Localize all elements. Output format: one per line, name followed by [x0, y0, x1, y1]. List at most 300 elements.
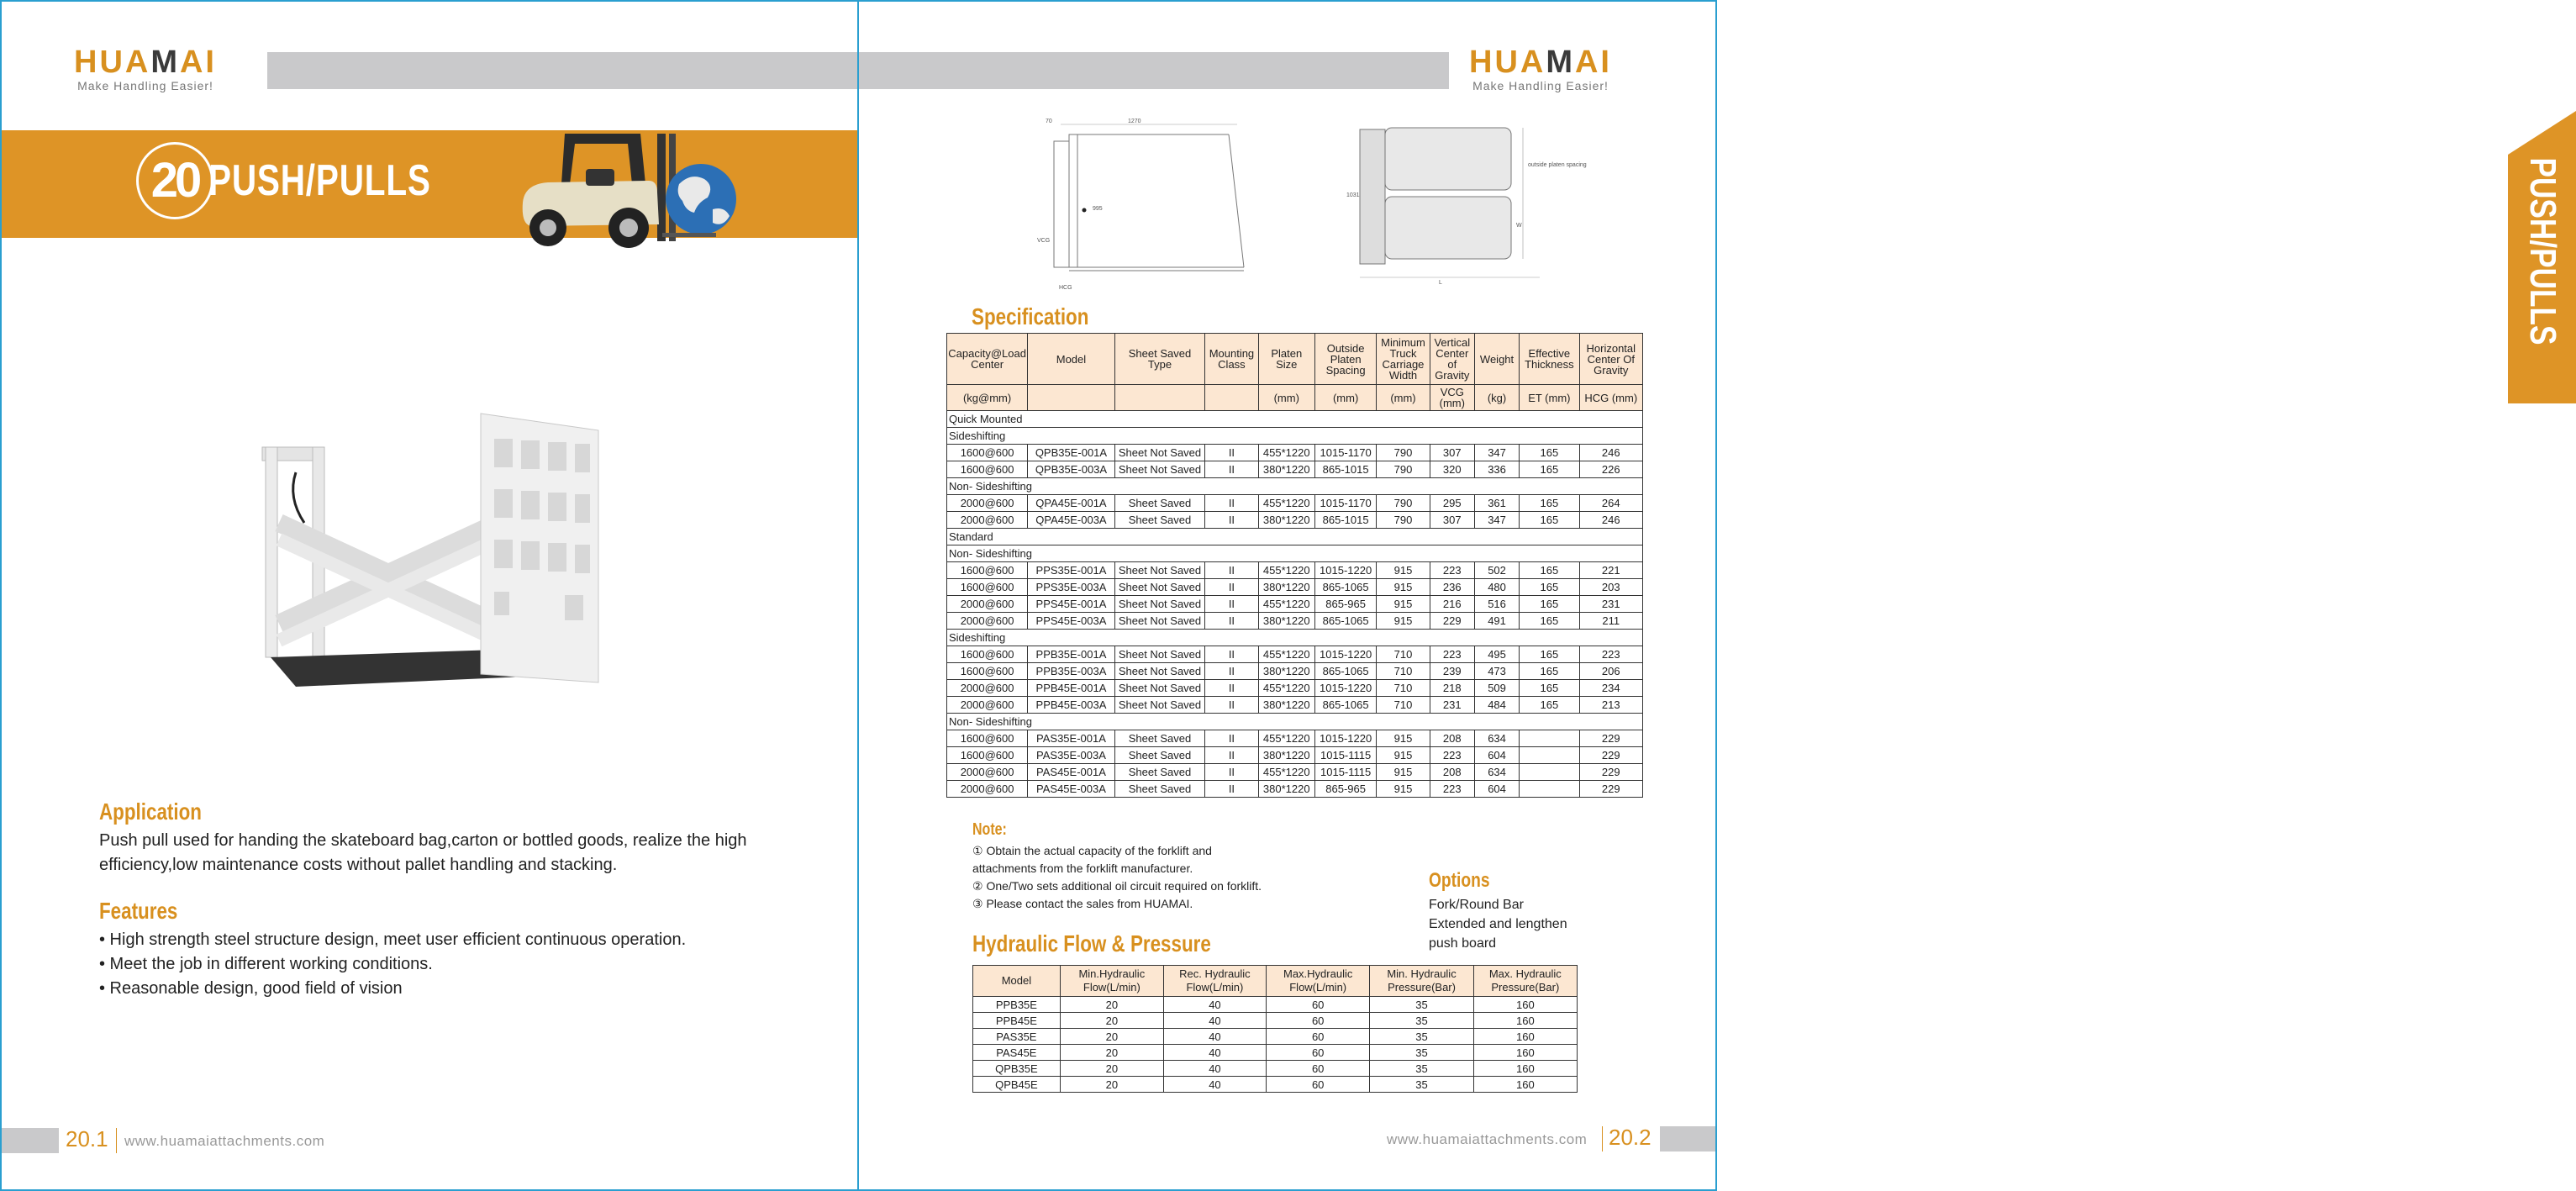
spec-cell — [1520, 764, 1579, 781]
hyd-cell: 160 — [1473, 1045, 1577, 1061]
dim-label: 70 — [1046, 119, 1052, 124]
spec-group-label: Non- Sideshifting — [947, 545, 1643, 562]
application-heading: Application — [99, 798, 202, 825]
spec-cell: 1600@600 — [947, 445, 1028, 461]
spec-cell: 206 — [1579, 663, 1642, 680]
hyd-cell: 40 — [1163, 1029, 1266, 1045]
hyd-cell: 160 — [1473, 1061, 1577, 1077]
brand-logo — [74, 45, 217, 92]
spec-group-row — [947, 411, 1643, 428]
specification-table — [946, 333, 1643, 798]
spec-cell: II — [1205, 747, 1258, 764]
table-row — [947, 747, 1643, 764]
spec-group-label: Quick Mounted — [947, 411, 1643, 428]
table-row — [947, 596, 1643, 613]
spec-cell: 455*1220 — [1258, 730, 1314, 747]
spec-cell: 165 — [1520, 613, 1579, 630]
hyd-header-cell: Max. Hydraulic Pressure(Bar) — [1473, 966, 1577, 997]
spec-cell: PPS35E-001A — [1028, 562, 1115, 579]
table-row — [947, 646, 1643, 663]
spec-cell: 1015-1220 — [1314, 680, 1376, 697]
side-view-drawing — [1027, 116, 1254, 292]
specification-heading: Specification — [972, 303, 1089, 329]
options-list — [1429, 895, 1567, 953]
table-row — [947, 579, 1643, 596]
spec-cell: 2000@600 — [947, 613, 1028, 630]
spec-cell: PPB35E-003A — [1028, 663, 1115, 680]
spec-cell: 320 — [1430, 461, 1474, 478]
spec-header-cell: Outside Platen Spacing — [1314, 334, 1376, 385]
spec-cell: 246 — [1579, 512, 1642, 529]
spec-cell: Sheet Not Saved — [1114, 579, 1205, 596]
hyd-cell: 160 — [1473, 997, 1577, 1013]
spec-cell: 165 — [1520, 680, 1579, 697]
spec-cell: 165 — [1520, 445, 1579, 461]
spec-cell: 380*1220 — [1258, 461, 1314, 478]
spec-header-cell: Sheet Saved Type — [1114, 334, 1205, 385]
spec-cell: 307 — [1430, 512, 1474, 529]
spec-cell: 213 — [1579, 697, 1642, 714]
spec-cell: 915 — [1377, 747, 1430, 764]
spec-unit-cell — [1114, 385, 1205, 411]
table-row — [947, 730, 1643, 747]
spec-cell: II — [1205, 663, 1258, 680]
spec-cell: 1600@600 — [947, 579, 1028, 596]
spec-cell: 604 — [1474, 747, 1519, 764]
hyd-cell: 60 — [1266, 1029, 1369, 1045]
spec-cell: PPS45E-003A — [1028, 613, 1115, 630]
spec-cell: 604 — [1474, 781, 1519, 798]
hyd-cell: 20 — [1060, 997, 1163, 1013]
spec-cell: 239 — [1430, 663, 1474, 680]
hyd-cell: 40 — [1163, 1077, 1266, 1093]
spec-group-row — [947, 428, 1643, 445]
dim-label: W — [1516, 223, 1522, 229]
spec-cell: II — [1205, 646, 1258, 663]
spec-cell: QPA45E-003A — [1028, 512, 1115, 529]
features-list — [99, 928, 686, 1001]
feature-item: • Meet the job in different working conditions. — [99, 955, 433, 973]
spec-cell: 347 — [1474, 512, 1519, 529]
option-item: Fork/Round Bar — [1429, 898, 1524, 912]
brand-name-part: HUA — [74, 45, 151, 80]
spec-cell: 865-965 — [1314, 781, 1376, 798]
spec-cell: 455*1220 — [1258, 596, 1314, 613]
spec-group-label: Non- Sideshifting — [947, 714, 1643, 730]
table-row — [973, 1077, 1578, 1093]
spec-cell: 2000@600 — [947, 680, 1028, 697]
spec-cell: PPS45E-001A — [1028, 596, 1115, 613]
hyd-cell: QPB35E — [973, 1061, 1061, 1077]
spec-cell: 2000@600 — [947, 495, 1028, 512]
hyd-cell: 160 — [1473, 1013, 1577, 1029]
spec-cell: 380*1220 — [1258, 579, 1314, 596]
spec-cell: 203 — [1579, 579, 1642, 596]
hyd-cell: 20 — [1060, 1045, 1163, 1061]
dim-label: 995 — [1093, 206, 1103, 212]
spec-cell: PAS45E-001A — [1028, 764, 1115, 781]
spec-unit-cell: (mm) — [1314, 385, 1376, 411]
spec-group-row — [947, 478, 1643, 495]
brand-logo — [1469, 45, 1612, 92]
spec-cell: 165 — [1520, 512, 1579, 529]
spec-group-label: Sideshifting — [947, 428, 1643, 445]
hyd-cell: QPB45E — [973, 1077, 1061, 1093]
spec-cell: PPB45E-003A — [1028, 697, 1115, 714]
note-text — [972, 842, 1262, 913]
spec-cell: 380*1220 — [1258, 697, 1314, 714]
hyd-cell: 35 — [1370, 1013, 1473, 1029]
spec-cell: 380*1220 — [1258, 747, 1314, 764]
section-number: 20 — [136, 142, 213, 219]
table-row — [947, 512, 1643, 529]
spec-cell: II — [1205, 764, 1258, 781]
spec-cell: 502 — [1474, 562, 1519, 579]
spec-cell: 634 — [1474, 764, 1519, 781]
spec-cell: 295 — [1430, 495, 1474, 512]
dim-label: HCG — [1059, 285, 1072, 291]
brand-tagline: Make Handling Easier! — [1472, 79, 1609, 92]
spec-cell: 790 — [1377, 461, 1430, 478]
spec-cell: 915 — [1377, 764, 1430, 781]
left-page — [0, 0, 857, 1191]
hyd-cell: 20 — [1060, 1077, 1163, 1093]
table-row — [947, 663, 1643, 680]
spec-cell: 1600@600 — [947, 730, 1028, 747]
spec-cell: 516 — [1474, 596, 1519, 613]
spec-cell: II — [1205, 596, 1258, 613]
spec-cell: 509 — [1474, 680, 1519, 697]
hyd-cell: 20 — [1060, 1029, 1163, 1045]
spec-body — [947, 411, 1643, 798]
dim-label: L — [1439, 280, 1442, 286]
spec-cell: 915 — [1377, 596, 1430, 613]
spec-cell: 473 — [1474, 663, 1519, 680]
spec-cell: Sheet Not Saved — [1114, 461, 1205, 478]
spec-cell: 165 — [1520, 697, 1579, 714]
hyd-cell: 40 — [1163, 1045, 1266, 1061]
spec-cell: 865-1065 — [1314, 613, 1376, 630]
spec-cell: 221 — [1579, 562, 1642, 579]
spec-cell: 455*1220 — [1258, 445, 1314, 461]
top-view-drawing — [1338, 116, 1587, 292]
side-tab-label: PUSH/PULLS — [2522, 157, 2563, 345]
spec-cell: Sheet Not Saved — [1114, 680, 1205, 697]
spec-header-cell: Model — [1028, 334, 1115, 385]
spec-cell: 634 — [1474, 730, 1519, 747]
spec-group-row — [947, 630, 1643, 646]
hyd-header-cell: Min. Hydraulic Pressure(Bar) — [1370, 966, 1473, 997]
spec-group-row — [947, 714, 1643, 730]
hydraulic-table — [972, 965, 1578, 1093]
brand-tagline: Make Handling Easier! — [77, 79, 213, 92]
spec-cell: II — [1205, 512, 1258, 529]
dim-label: 1031 — [1346, 192, 1360, 198]
header-bar — [267, 52, 857, 89]
spec-cell: Sheet Saved — [1114, 764, 1205, 781]
spec-cell: 1015-1220 — [1314, 562, 1376, 579]
spec-unit-cell: (kg@mm) — [947, 385, 1028, 411]
spec-cell: 915 — [1377, 613, 1430, 630]
spec-cell — [1520, 781, 1579, 798]
spec-group-label: Standard — [947, 529, 1643, 545]
spec-unit-cell — [1028, 385, 1115, 411]
spec-cell: 1015-1220 — [1314, 646, 1376, 663]
section-title: PUSH/PULLS — [208, 156, 431, 205]
footer-url[interactable]: www.huamaiattachments.com — [124, 1133, 325, 1149]
spec-cell: 211 — [1579, 613, 1642, 630]
spec-cell: 231 — [1579, 596, 1642, 613]
spec-header-cell: Capacity@Load Center — [947, 334, 1028, 385]
spec-cell: 484 — [1474, 697, 1519, 714]
spec-cell: 455*1220 — [1258, 646, 1314, 663]
spec-cell: QPA45E-001A — [1028, 495, 1115, 512]
hyd-cell: 160 — [1473, 1077, 1577, 1093]
spec-cell: 1015-1170 — [1314, 495, 1376, 512]
spec-cell: 165 — [1520, 663, 1579, 680]
spec-cell: Sheet Not Saved — [1114, 663, 1205, 680]
table-row — [947, 495, 1643, 512]
spec-cell: 2000@600 — [947, 512, 1028, 529]
spec-cell: Sheet Not Saved — [1114, 562, 1205, 579]
spec-unit-cell: (mm) — [1377, 385, 1430, 411]
hyd-cell: 160 — [1473, 1029, 1577, 1045]
spec-cell: 2000@600 — [947, 781, 1028, 798]
hyd-cell: 40 — [1163, 997, 1266, 1013]
options-heading: Options — [1429, 869, 1490, 892]
spec-cell: 491 — [1474, 613, 1519, 630]
spec-cell: 710 — [1377, 680, 1430, 697]
header-bar — [859, 52, 1449, 89]
spec-cell: 455*1220 — [1258, 562, 1314, 579]
spec-cell: 229 — [1430, 613, 1474, 630]
spec-cell: Sheet Saved — [1114, 747, 1205, 764]
spec-cell: Sheet Saved — [1114, 495, 1205, 512]
spec-unit-cell: VCG (mm) — [1430, 385, 1474, 411]
brand-name-part: M — [150, 45, 180, 80]
table-row — [973, 1045, 1578, 1061]
dim-label: 1270 — [1128, 119, 1141, 124]
table-row — [973, 1013, 1578, 1029]
hyd-cell: 35 — [1370, 1061, 1473, 1077]
spec-cell: 165 — [1520, 461, 1579, 478]
spec-cell: 480 — [1474, 579, 1519, 596]
spec-cell: 915 — [1377, 562, 1430, 579]
spec-cell: II — [1205, 613, 1258, 630]
spec-header-cell: Platen Size — [1258, 334, 1314, 385]
note-line: attachments from the forklift manufacturer. — [972, 862, 1193, 875]
spec-cell: PPS35E-003A — [1028, 579, 1115, 596]
spec-cell: 361 — [1474, 495, 1519, 512]
note-line: ② One/Two sets additional oil circuit required on forklift. — [972, 879, 1262, 893]
spec-cell: 865-1015 — [1314, 461, 1376, 478]
hyd-cell: 35 — [1370, 997, 1473, 1013]
spec-cell: II — [1205, 730, 1258, 747]
table-row — [973, 1029, 1578, 1045]
hyd-cell: PPB45E — [973, 1013, 1061, 1029]
page-number: 20.1 — [66, 1126, 108, 1151]
spec-cell: 915 — [1377, 730, 1430, 747]
spec-cell: Sheet Saved — [1114, 781, 1205, 798]
spec-cell: 223 — [1430, 781, 1474, 798]
note-heading: Note: — [972, 820, 1007, 839]
section-banner — [2, 130, 857, 238]
note-line: ③ Please contact the sales from HUAMAI. — [972, 897, 1193, 910]
spec-cell: 165 — [1520, 646, 1579, 663]
spec-cell: 455*1220 — [1258, 680, 1314, 697]
hyd-cell: PAS35E — [973, 1029, 1061, 1045]
spec-cell: 380*1220 — [1258, 781, 1314, 798]
hyd-cell: 35 — [1370, 1045, 1473, 1061]
hyd-header-row — [973, 966, 1578, 997]
brand-name-part: AI — [1574, 45, 1612, 80]
hyd-cell: PAS45E — [973, 1045, 1061, 1061]
spec-unit-cell: (mm) — [1258, 385, 1314, 411]
spec-unit-cell: ET (mm) — [1520, 385, 1579, 411]
brand-name-part: M — [1546, 45, 1575, 80]
spec-cell: 1015-1115 — [1314, 764, 1376, 781]
spec-cell: 1600@600 — [947, 646, 1028, 663]
spec-cell: 223 — [1430, 747, 1474, 764]
spec-cell: PPB35E-001A — [1028, 646, 1115, 663]
spec-cell: 455*1220 — [1258, 495, 1314, 512]
spec-header-row — [947, 334, 1643, 385]
spec-cell: 231 — [1430, 697, 1474, 714]
spec-units-row — [947, 385, 1643, 411]
brand-name-part: HUA — [1469, 45, 1546, 80]
spec-cell: 455*1220 — [1258, 764, 1314, 781]
spec-cell: Sheet Saved — [1114, 512, 1205, 529]
spec-cell: 223 — [1430, 562, 1474, 579]
spec-cell: 223 — [1430, 646, 1474, 663]
spec-header-cell: Horizontal Center Of Gravity — [1579, 334, 1642, 385]
spec-cell: 710 — [1377, 646, 1430, 663]
hyd-header-cell: Model — [973, 966, 1061, 997]
spec-cell: 790 — [1377, 495, 1430, 512]
spec-header-cell: Weight — [1474, 334, 1519, 385]
spec-group-row — [947, 545, 1643, 562]
spec-cell: 165 — [1520, 579, 1579, 596]
spec-cell: II — [1205, 445, 1258, 461]
spec-cell: 915 — [1377, 781, 1430, 798]
forklift-globe-illustration — [514, 125, 741, 251]
spec-cell: 865-1015 — [1314, 512, 1376, 529]
spec-cell: 380*1220 — [1258, 613, 1314, 630]
spec-unit-cell: HCG (mm) — [1579, 385, 1642, 411]
spec-cell: 1600@600 — [947, 562, 1028, 579]
spec-cell: 865-1065 — [1314, 579, 1376, 596]
table-row — [947, 445, 1643, 461]
table-row — [947, 680, 1643, 697]
footer-url[interactable]: www.huamaiattachments.com — [1387, 1131, 1588, 1147]
spec-cell: 208 — [1430, 730, 1474, 747]
spec-cell: 229 — [1579, 747, 1642, 764]
hyd-body — [973, 997, 1578, 1093]
hyd-cell: 60 — [1266, 997, 1369, 1013]
spec-cell: Sheet Saved — [1114, 730, 1205, 747]
hyd-cell: PPB35E — [973, 997, 1061, 1013]
spec-cell: 229 — [1579, 730, 1642, 747]
page-number: 20.2 — [1609, 1125, 1651, 1150]
spec-cell: 307 — [1430, 445, 1474, 461]
spec-cell: II — [1205, 680, 1258, 697]
spec-group-label: Non- Sideshifting — [947, 478, 1643, 495]
spec-cell: Sheet Not Saved — [1114, 697, 1205, 714]
spec-cell: PAS45E-003A — [1028, 781, 1115, 798]
spec-header-cell: Minimum Truck Carriage Width — [1377, 334, 1430, 385]
spec-cell: 218 — [1430, 680, 1474, 697]
spec-group-row — [947, 529, 1643, 545]
spec-unit-cell: (kg) — [1474, 385, 1519, 411]
table-row — [947, 697, 1643, 714]
feature-item: • Reasonable design, good field of vision — [99, 979, 403, 998]
spec-cell: 229 — [1579, 764, 1642, 781]
spec-cell: 208 — [1430, 764, 1474, 781]
hyd-header-cell: Min.Hydraulic Flow(L/min) — [1060, 966, 1163, 997]
hyd-cell: 60 — [1266, 1077, 1369, 1093]
spec-cell: 2000@600 — [947, 697, 1028, 714]
spec-cell: 1015-1220 — [1314, 730, 1376, 747]
spec-cell: 347 — [1474, 445, 1519, 461]
spec-cell: 229 — [1579, 781, 1642, 798]
application-text: Push pull used for handing the skateboard bag,carton or bottled goods, realize the high efficiency,low maintenance costs without pallet handling and stacking. — [99, 831, 747, 874]
table-row — [947, 461, 1643, 478]
features-heading: Features — [99, 898, 178, 924]
spec-cell: QPB35E-001A — [1028, 445, 1115, 461]
spec-cell: 226 — [1579, 461, 1642, 478]
spec-header-cell: Mounting Class — [1205, 334, 1258, 385]
table-row — [973, 1061, 1578, 1077]
spec-header-cell: Effective Thickness — [1520, 334, 1579, 385]
spec-cell: II — [1205, 461, 1258, 478]
spec-unit-cell — [1205, 385, 1258, 411]
spec-cell: 710 — [1377, 663, 1430, 680]
spec-cell: 710 — [1377, 697, 1430, 714]
spec-cell: 236 — [1430, 579, 1474, 596]
spec-cell: 223 — [1579, 646, 1642, 663]
spec-header-cell: Vertical Center of Gravity — [1430, 334, 1474, 385]
dim-label: VCG — [1037, 238, 1051, 244]
spec-cell: Sheet Not Saved — [1114, 445, 1205, 461]
spec-cell: Sheet Not Saved — [1114, 646, 1205, 663]
spec-cell: Sheet Not Saved — [1114, 613, 1205, 630]
spec-cell: PPB45E-001A — [1028, 680, 1115, 697]
spec-cell: II — [1205, 697, 1258, 714]
spec-cell: 1015-1115 — [1314, 747, 1376, 764]
spec-cell — [1520, 747, 1579, 764]
spec-cell: 380*1220 — [1258, 663, 1314, 680]
hyd-cell: 60 — [1266, 1013, 1369, 1029]
spec-cell: 165 — [1520, 495, 1579, 512]
spec-group-label: Sideshifting — [947, 630, 1643, 646]
spec-cell: II — [1205, 495, 1258, 512]
footer-block — [2, 1128, 59, 1153]
feature-item: • High strength steel structure design, meet user efficient continuous operation. — [99, 930, 687, 949]
table-row — [973, 997, 1578, 1013]
spec-cell: 1600@600 — [947, 461, 1028, 478]
hyd-cell: 35 — [1370, 1077, 1473, 1093]
spec-cell: 865-965 — [1314, 596, 1376, 613]
spec-cell: 1600@600 — [947, 747, 1028, 764]
spec-cell: 865-1065 — [1314, 663, 1376, 680]
spec-cell: 790 — [1377, 445, 1430, 461]
hyd-cell: 60 — [1266, 1045, 1369, 1061]
spec-cell: 216 — [1430, 596, 1474, 613]
brand-name-part: AI — [179, 45, 217, 80]
spec-cell — [1520, 730, 1579, 747]
spec-cell: Sheet Not Saved — [1114, 596, 1205, 613]
spec-cell: 865-1065 — [1314, 697, 1376, 714]
